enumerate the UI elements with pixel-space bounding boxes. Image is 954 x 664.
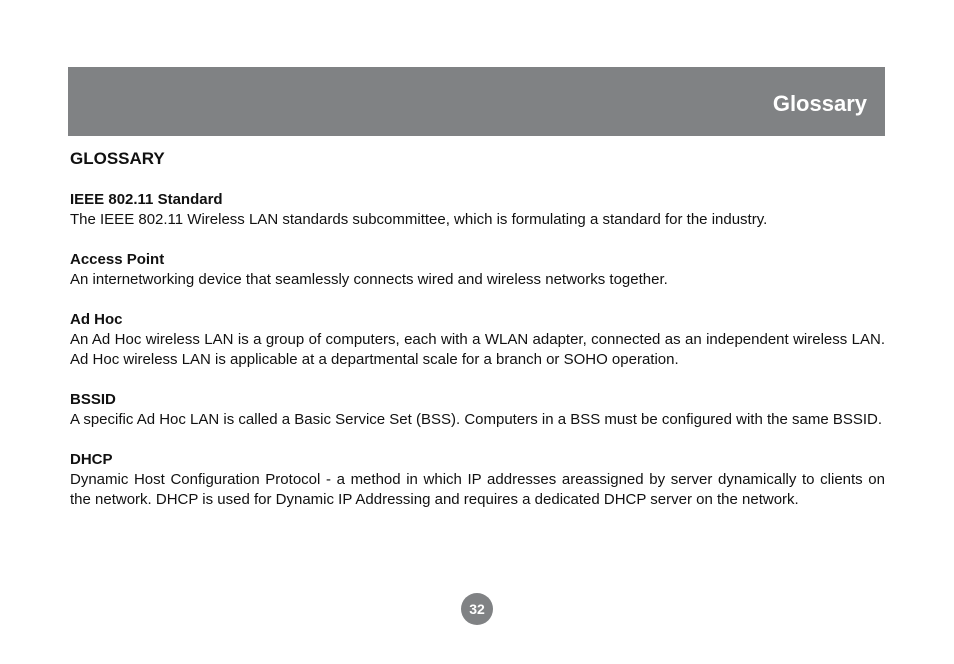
header-bar xyxy=(68,67,885,136)
glossary-term-dhcp xyxy=(70,450,885,510)
term-name: IEEE 802.11 Standard xyxy=(70,191,223,208)
glossary-term-access-point xyxy=(70,250,885,290)
term-definition: The IEEE 802.11 Wireless LAN standards subcommittee, which is formulating a standard for the industry. xyxy=(70,211,768,228)
page-title: Glossary xyxy=(772,91,867,116)
term-name: Access Point xyxy=(70,251,165,268)
term-definition: A specific Ad Hoc LAN is called a Basic Service Set (BSS). Computers in a BSS must be configured with the same BSSID. xyxy=(70,411,883,428)
page-number-badge: 32 xyxy=(461,593,493,625)
term-name: DHCP xyxy=(70,451,113,468)
term-definition: An internetworking device that seamlessly connects wired and wireless networks together. xyxy=(70,271,668,288)
term-definition: An Ad Hoc wireless LAN is a group of computers, each with a WLAN adapter, connected as an independent wireless LAN. Ad Hoc wireless LAN is applicable at a departmental scale for a branch or SOHO operation. xyxy=(70,331,885,368)
section-title: GLOSSARY xyxy=(70,149,165,168)
glossary-term-bssid xyxy=(70,390,885,430)
term-name: BSSID xyxy=(70,391,116,408)
glossary-content xyxy=(70,148,885,530)
glossary-term-ieee xyxy=(70,190,885,230)
term-name: Ad Hoc xyxy=(70,311,123,328)
term-definition: Dynamic Host Configuration Protocol - a method in which IP addresses areassigned by server dynamically to clients on the network. DHCP is used for Dynamic IP Addressing and requires a dedicated DHCP server on the network. xyxy=(70,471,885,508)
glossary-term-ad-hoc xyxy=(70,310,885,370)
